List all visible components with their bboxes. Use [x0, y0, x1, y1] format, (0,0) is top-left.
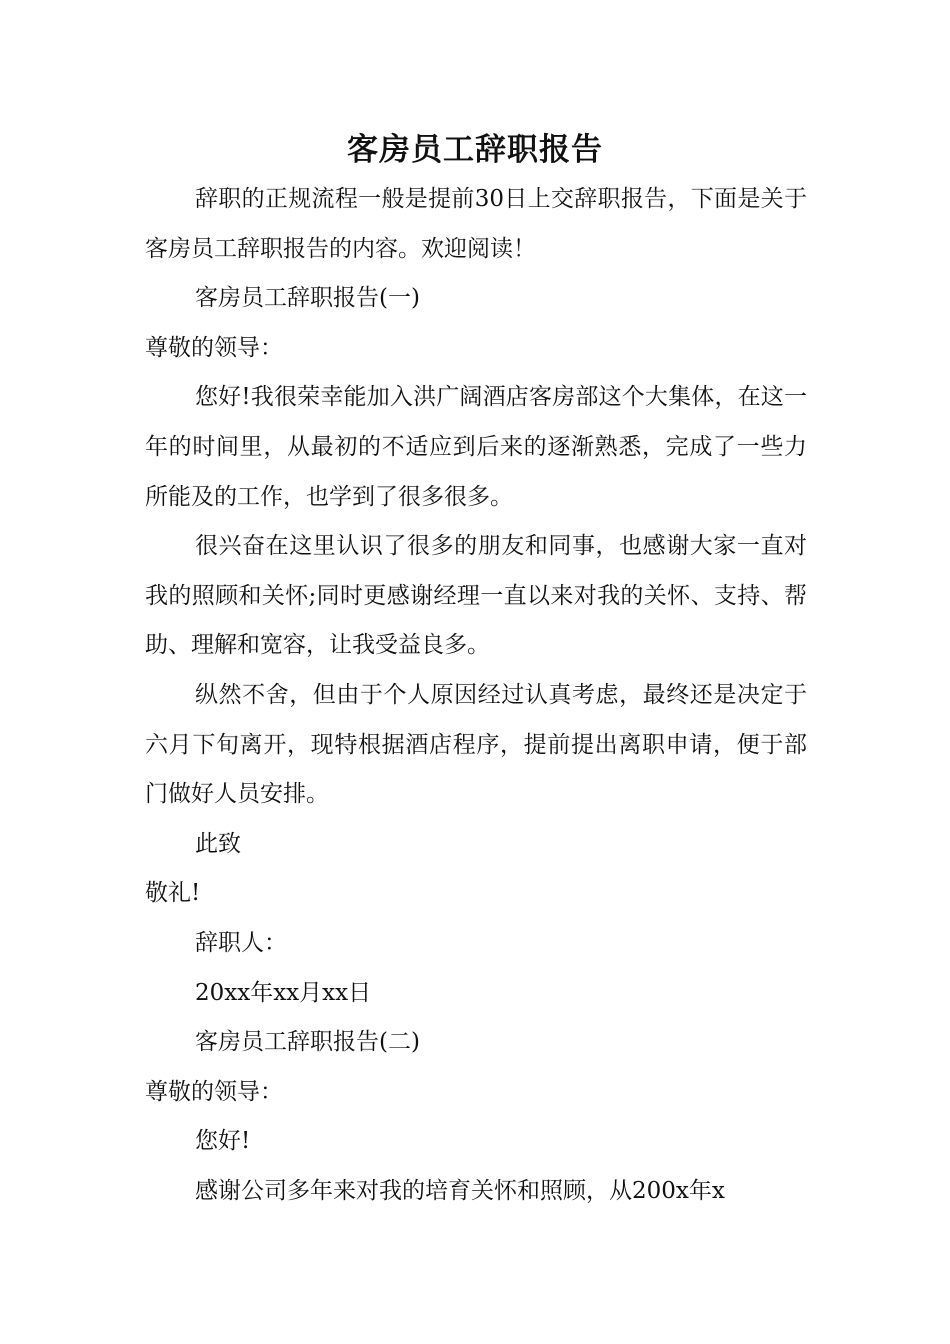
- section-heading-2: 客房员工辞职报告(二): [195, 1029, 420, 1056]
- document-title: 客房员工辞职报告: [347, 132, 603, 168]
- salutation-1: 尊敬的领导：: [145, 334, 283, 361]
- document-body: [145, 175, 807, 1216]
- paragraph-3: 纵然不舍，但由于个人原因经过认真考虑，最终还是决定于六月下旬离开，现特根据酒店程序，提前提出离职申请，便于部门做好人员安排。: [145, 681, 807, 808]
- signature-label: 辞职人：: [195, 929, 287, 956]
- paragraph-2: 很兴奋在这里认识了很多的朋友和同事，也感谢大家一直对我的照顾和关怀;同时更感谢经理一直以来对我的关怀、支持、帮助、理解和宽容，让我受益良多。: [145, 533, 807, 659]
- salutation-2: 尊敬的领导：: [145, 1078, 283, 1105]
- closing-1: 此致: [195, 830, 241, 857]
- signature-date: 20xx年xx月xx日: [195, 979, 372, 1006]
- paragraph-4: 感谢公司多年来对我的培育关怀和照顾，从200x年x: [195, 1177, 725, 1204]
- greeting-2: 您好!: [195, 1128, 251, 1155]
- section-heading-1: 客房员工辞职报告(一): [195, 285, 420, 312]
- paragraph-intro: 辞职的正规流程一般是提前30日上交辞职报告，下面是关于客房员工辞职报告的内容。欢迎阅读！: [145, 186, 807, 262]
- closing-2: 敬礼!: [145, 880, 201, 907]
- paragraph-1: 您好!我很荣幸能加入洪广阔酒店客房部这个大集体，在这一年的时间里，从最初的不适应到后来的逐渐熟悉，完成了一些力所能及的工作，也学到了很多很多。: [145, 384, 807, 510]
